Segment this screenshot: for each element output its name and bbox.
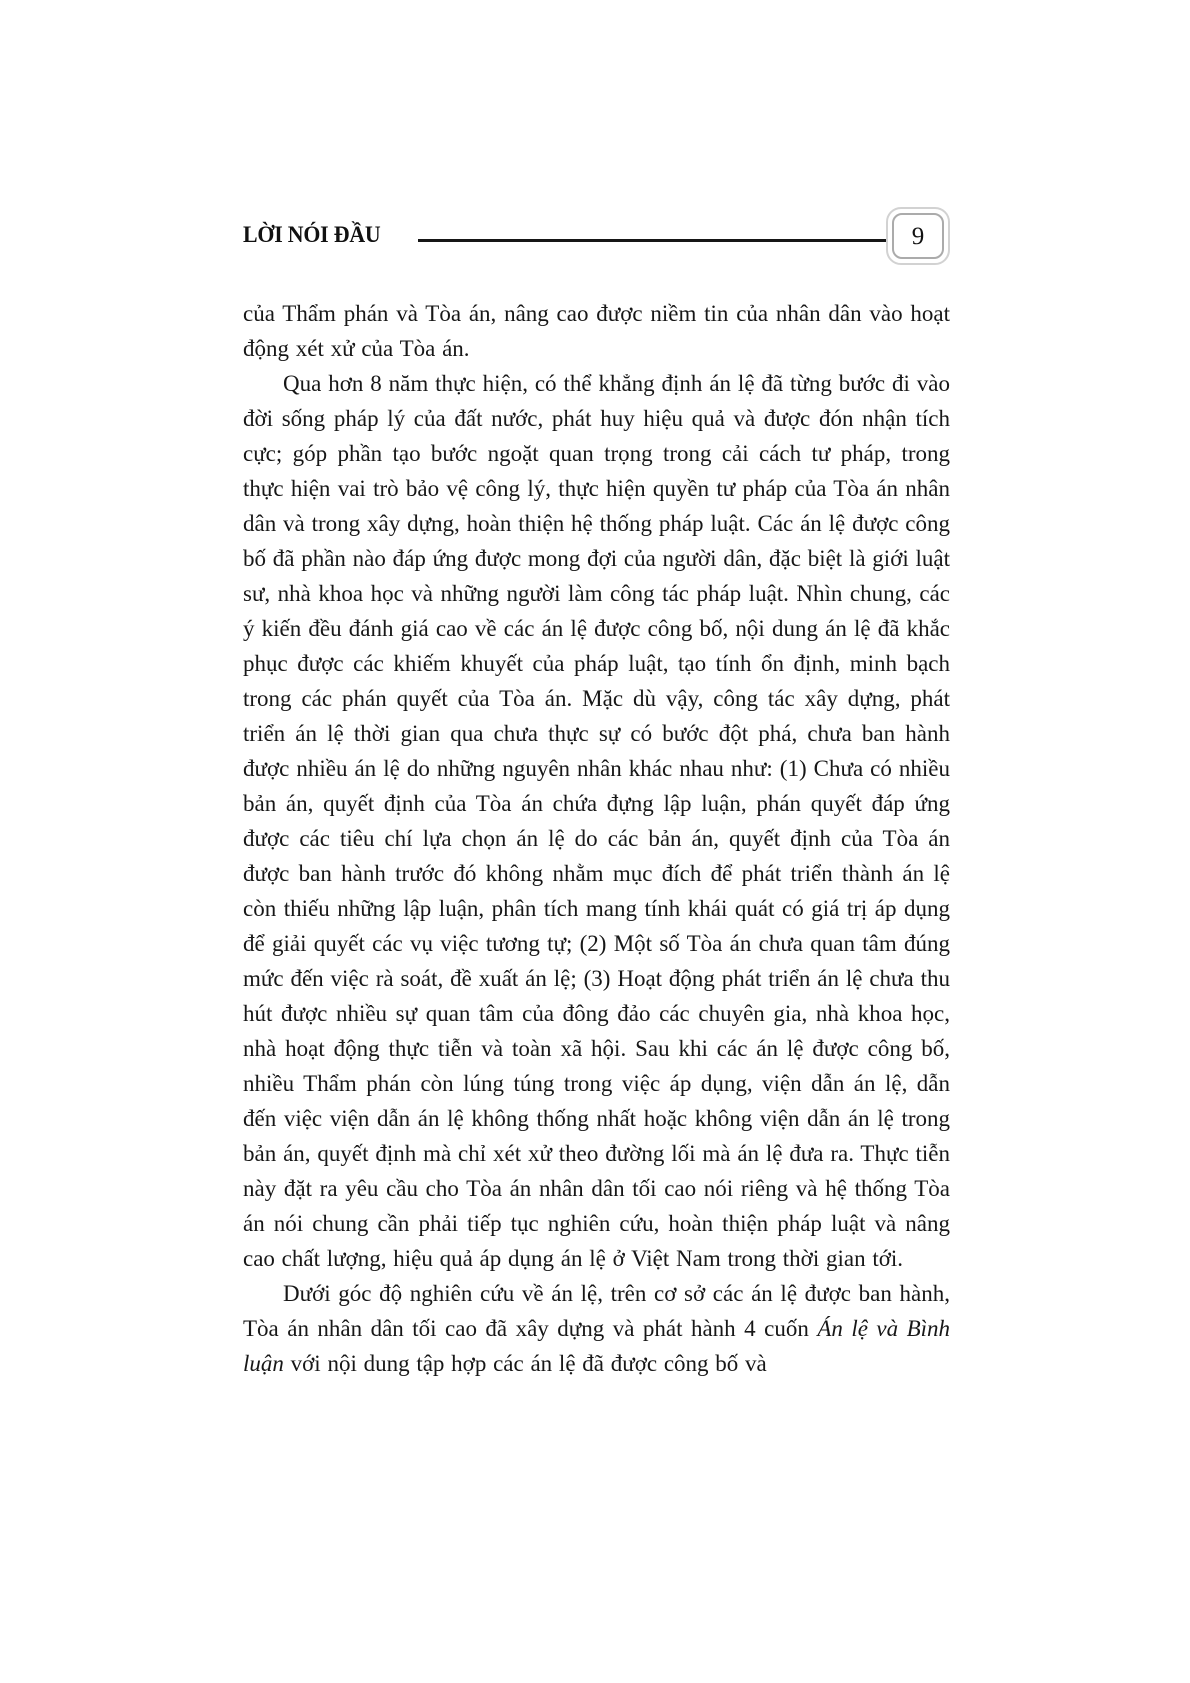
section-title: LỜI NÓI ĐẦU <box>243 222 381 247</box>
paragraph <box>243 1276 950 1381</box>
book-title: Án lệ và Bình luận <box>243 1316 951 1376</box>
paragraph-text: Dưới góc độ nghiên cứu về án lệ, trên cơ sở các án lệ được ban hành, Tòa án nhân dân tối cao đã xây dựng và phát hành 4 cuốn <box>243 1281 950 1341</box>
body-text <box>243 296 950 1381</box>
paragraph: của Thẩm phán và Tòa án, nâng cao được niềm tin của nhân dân vào hoạt động xét xử của Tòa án. <box>243 301 950 361</box>
page-number: 9 <box>911 222 925 250</box>
running-header <box>243 200 950 270</box>
page-number-inner-frame <box>892 213 944 259</box>
paragraph: Qua hơn 8 năm thực hiện, có thể khẳng định án lệ đã từng bước đi vào đời sống pháp lý của đất nước, phát huy hiệu quả và được đón nhận tích cực; góp phần tạo bước ngoặt quan trọng trong cải cách tư pháp, trong thực hiện vai trò bảo vệ công lý, thực hiện quyền tư pháp của Tòa án nhân dân và trong xây dựng, hoàn thiện hệ thống pháp luật. Các án lệ được công bố đã phần nào đáp ứng được mong đợi của người dân, đặc biệt là giới luật sư, nhà khoa học và những người làm công tác pháp luật. Nhìn chung, các ý kiến đều đánh giá cao về các án lệ được công bố, nội dung án lệ đã khắc phục được các khiếm khuyết của pháp luật, tạo tính ổn định, minh bạch trong các phán quyết của Tòa án. Mặc dù vậy, công tác xây dựng, phát triển án lệ thời gian qua chưa thực sự có bước đột phá, chưa ban hành được nhiều án lệ do những nguyên nhân khác nhau như: (1) Chưa có nhiều bản án, quyết định của Tòa án chứa đựng lập luận, phán quyết đáp ứng được các tiêu chí lựa chọn án lệ do các bản án, quyết định của Tòa án được ban hành trước đó không nhằm mục đích để phát triển thành án lệ còn thiếu những lập luận, phân tích mang tính khái quát có giá trị áp dụng để giải quyết các vụ việc tương tự; (2) Một số Tòa án chưa quan tâm đúng mức đến việc rà soát, đề xuất án lệ; (3) Hoạt động phát triển án lệ chưa thu hút được nhiều sự quan tâm của đông đảo các chuyên gia, nhà khoa học, nhà hoạt động thực tiễn và toàn xã hội. Sau khi các án lệ được công bố, nhiều Thẩm phán còn lúng túng trong việc áp dụng, viện dẫn án lệ, dẫn đến việc viện dẫn án lệ không thống nhất hoặc không viện dẫn án lệ trong bản án, quyết định mà chỉ xét xử theo đường lối mà án lệ đưa ra. Thực tiễn này đặt ra yêu cầu cho Tòa án nhân dân tối cao nói riêng và hệ thống Tòa án nói chung cần phải tiếp tục nghiên cứu, hoàn thiện pháp luật và nâng cao chất lượng, hiệu quả áp dụng án lệ ở Việt Nam trong thời gian tới. <box>243 371 950 1271</box>
paragraph-text: với nội dung tập hợp các án lệ đã được công bố và <box>290 1351 767 1376</box>
header-rule-line <box>418 239 886 242</box>
page-number-box <box>886 207 950 265</box>
